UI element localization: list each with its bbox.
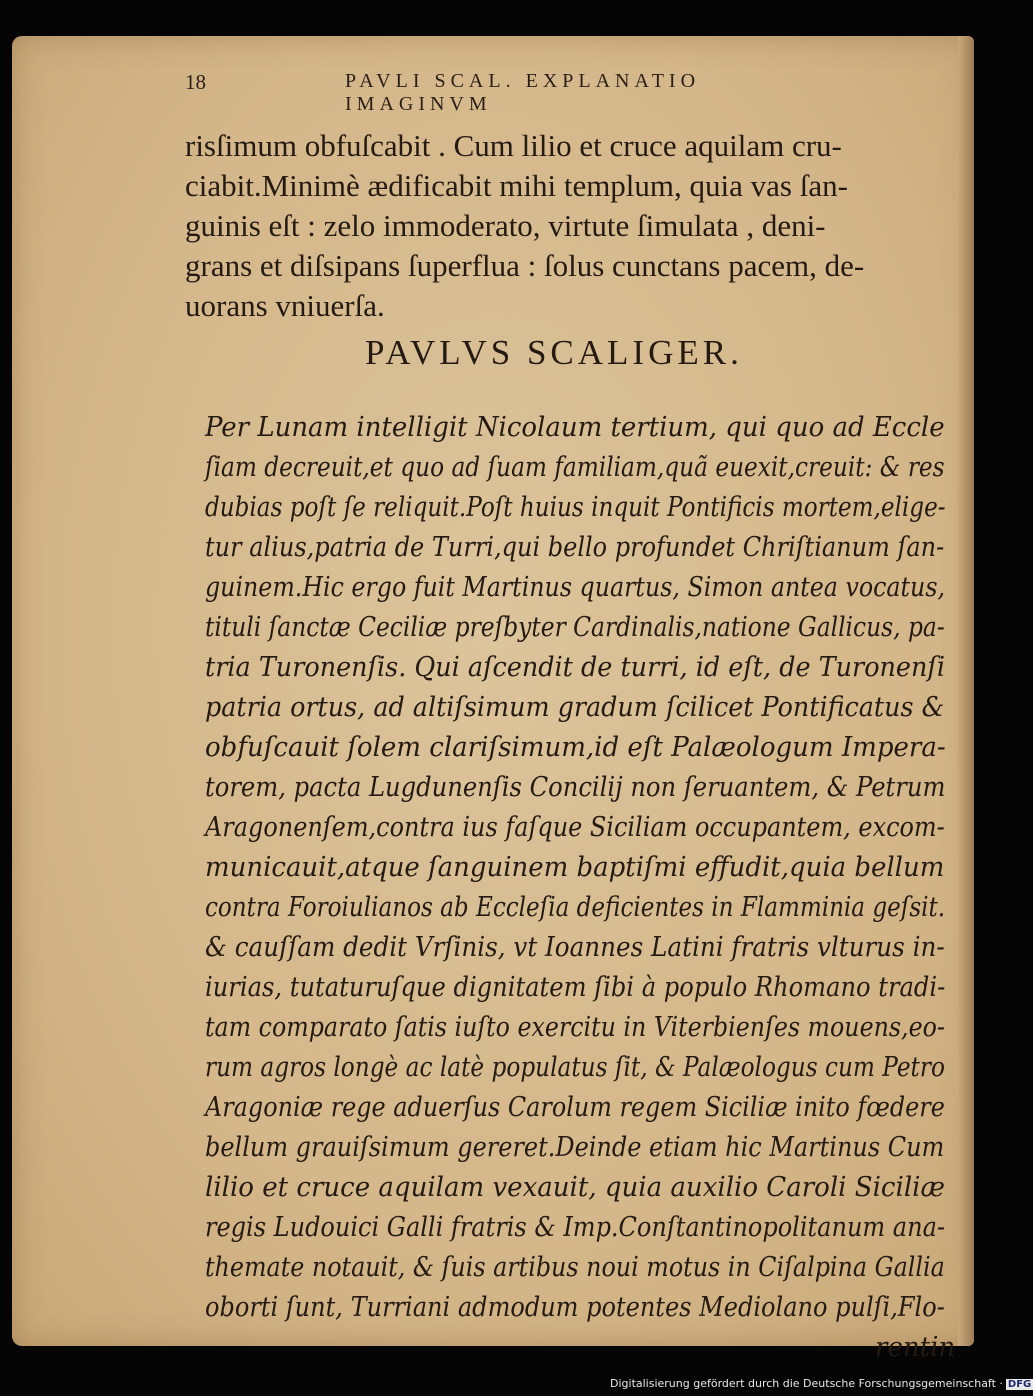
text-line: oborti ſunt, Turriani admodum potentes Mediolano pulſi,Flo- xyxy=(205,1292,945,1323)
text-line: tria Turonenſis. Qui aſcendit de turri, id eſt, de Turonenſi xyxy=(205,652,945,683)
text-line: tituli ſanctæ Ceciliæ preſbyter Cardinalis,natione Gallicus, pa- xyxy=(205,612,945,643)
digitization-footer xyxy=(610,1377,1033,1390)
text-line: tur alius,patria de Turri,qui bello profundet Chriſtianum ſan- xyxy=(205,532,945,563)
text-line: torem, pacta Lugdunenſis Concilij non ſeruantem, & Petrum xyxy=(205,772,946,803)
text-line: Aragonenſem,contra ius faſque Siciliam occupantem, excom- xyxy=(205,812,945,843)
text-line: Per Lunam intelligit Nicolaum tertium, qui quo ad Eccle xyxy=(205,412,945,443)
section-heading: PAVLVS SCALIGER. xyxy=(365,333,743,372)
text-line: guinis eſt : zelo immoderato, virtute ſimulata , deni- xyxy=(185,208,826,243)
footer-text: Digitalisierung gefördert durch die Deutsche Forschungsgemeinschaft · xyxy=(610,1377,1003,1390)
text-line: grans et diſsipans ſuperflua : ſolus cunctans pacem, de- xyxy=(185,248,865,283)
text-line: contra Foroiulianos ab Eccleſia deficientes in Flamminia geſsit. xyxy=(205,892,946,923)
text-line: lilio et cruce aquilam vexauit, quia auxilio Caroli Siciliæ xyxy=(205,1172,945,1203)
text-line: ſiam decreuit,et quo ad ſuam familiam,quã euexit,creuit: & res xyxy=(205,452,945,483)
text-line: regis Ludouici Galli fratris & Imp.Conſtantinopolitanum ana- xyxy=(205,1212,945,1243)
text-line: & cauſſam dedit Vrſinis, vt Ioannes Latini fratris vlturus in- xyxy=(205,932,945,963)
catchword: rentin xyxy=(875,1332,956,1363)
dfg-logo: DFG xyxy=(1007,1379,1032,1390)
text-line: bellum grauiſsimum gereret.Deinde etiam hic Martinus Cum xyxy=(205,1132,945,1163)
text-line: patria ortus, ad altiſsimum gradum ſcilicet Pontificatus & xyxy=(205,692,945,723)
text-line: rum agros longè ac latè populatus ſit, & Palæologus cum Petro xyxy=(205,1052,945,1083)
text-line: dubias poſt ſe reliquit.Poſt huius inquit Pontificis mortem,elige- xyxy=(205,492,946,523)
text-line: tam comparato ſatis iuſto exercitu in Viterbienſes mouens,eo- xyxy=(205,1012,945,1043)
running-head xyxy=(185,70,845,115)
text-line: risſimum obfuſcabit . Cum lilio et cruce aquilam cru- xyxy=(185,128,842,163)
text-line: themate notauit, & ſuis artibus noui motus in Ciſalpina Gallia xyxy=(205,1252,945,1283)
text-line: uorans vniuerſa. xyxy=(185,288,385,323)
text-line: obfuſcauit ſolem clariſsimum,id eſt Palæologum Impera- xyxy=(205,732,946,763)
text-line: ciabit.Minimè ædificabit mihi templum, quia vas ſan- xyxy=(185,168,848,203)
text-line: guinem.Hic ergo fuit Martinus quartus, Simon antea vocatus, xyxy=(205,572,946,603)
text-line: municauit,atque ſanguinem baptiſmi effudit,quia bellum xyxy=(205,852,945,883)
text-line: Aragoniæ rege aduerſus Carolum regem Siciliæ inito fœdere xyxy=(205,1092,945,1123)
text-line: iurias, tutaturuſque dignitatem ſibi à populo Rhomano tradi- xyxy=(205,972,946,1003)
running-head-title: PAVLI SCAL. EXPLANATIO IMAGINVM xyxy=(345,70,701,115)
page-edge xyxy=(958,36,974,1346)
folio-number: 18 xyxy=(185,70,206,94)
